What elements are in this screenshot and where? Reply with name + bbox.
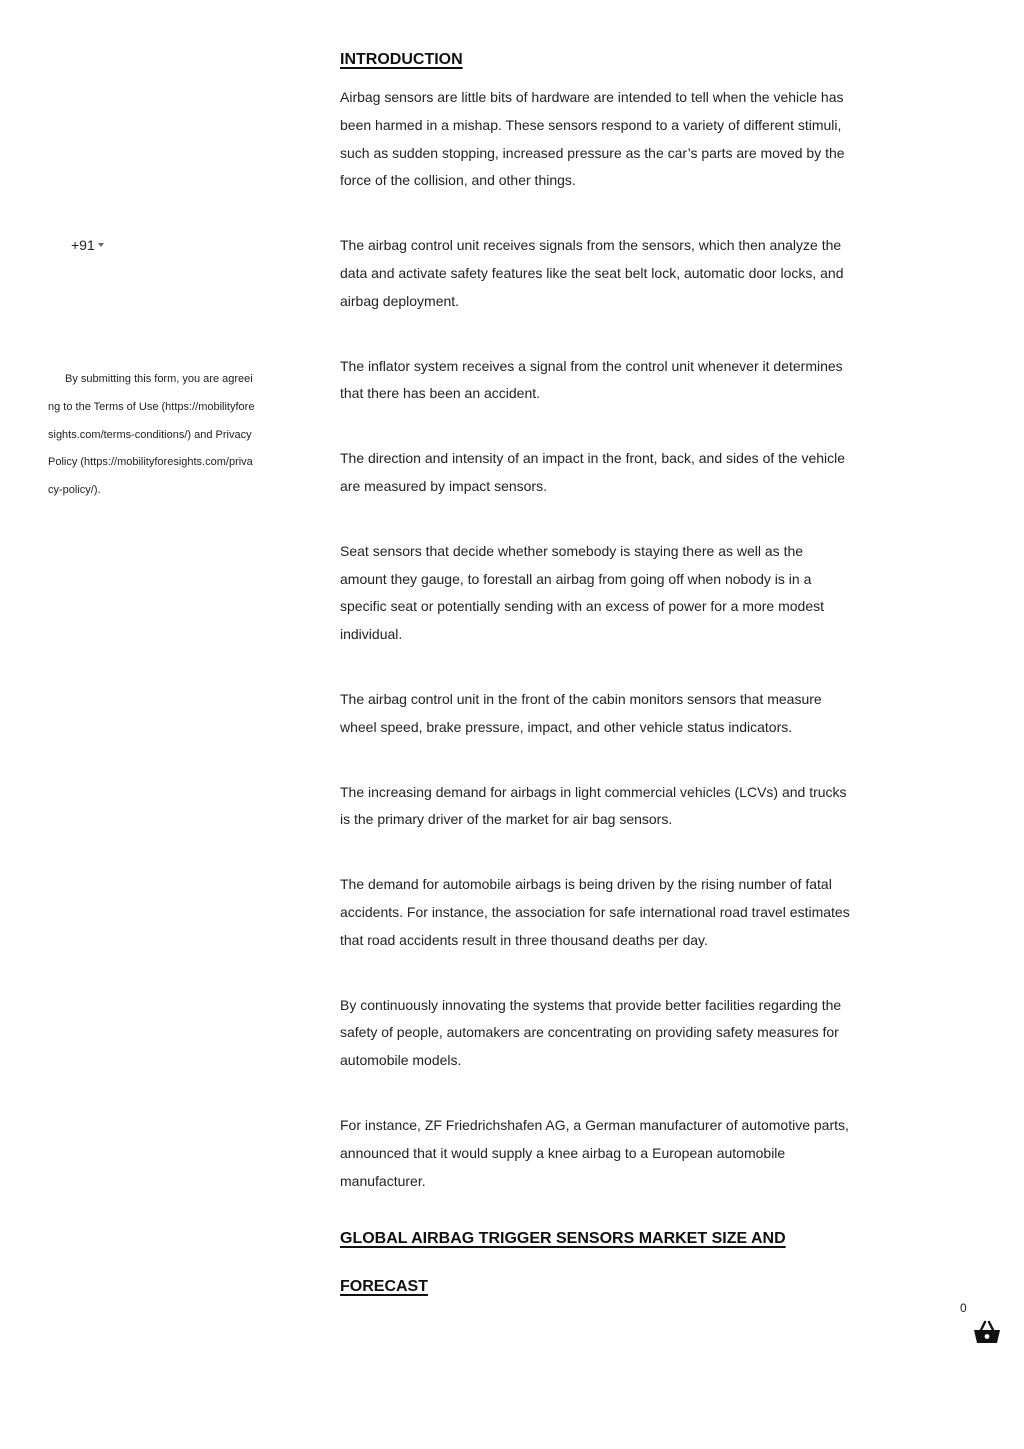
article-paragraph: Airbag sensors are little bits of hardware are intended to tell when the vehicle has been harmed in a mishap. These sensors respond to a variety of different stimuli, such as sudden stopping, increased pressure as the car’s parts are moved by the force of the collision, and other things. — [340, 89, 845, 189]
article-content — [340, 46, 850, 1311]
form-consent-text: By submitting this form, you are agreeing to the Terms of Use (https://mobilityforesights.com/terms-conditions/) and Privacy Policy (https://mobilityforesights.com/privacy-policy/). — [48, 373, 255, 497]
article-paragraph: By continuously innovating the systems that provide better facilities regarding the safety of people, automakers are concentrating on providing safety measures for automobile models. — [340, 996, 842, 1069]
article-paragraph: The airbag control unit in the front of the cabin monitors sensors that measure wheel speed, brake pressure, impact, and other vehicle status indicators. — [340, 690, 822, 735]
article-paragraph: The increasing demand for airbags in light commercial vehicles (LCVs) and trucks is the primary driver of the market for air bag sensors. — [340, 783, 847, 828]
article-paragraph: The demand for automobile airbags is being driven by the rising number of fatal accidents. For instance, the association for safe international road travel estimates that road accidents result in three thousand deaths per day. — [340, 876, 850, 948]
chevron-down-icon — [98, 243, 104, 247]
cart-count-badge: 0 — [960, 1301, 967, 1315]
article-paragraph: The inflator system receives a signal from the control unit whenever it determines that there has been an accident. — [340, 357, 843, 402]
article-paragraph: The direction and intensity of an impact in the front, back, and sides of the vehicle are measured by impact sensors. — [340, 450, 846, 494]
article-paragraph: For instance, ZF Friedrichshafen AG, a German manufacturer of automotive parts, announced that it would supply a knee airbag to a European automobile manufacturer. — [340, 1116, 849, 1189]
cart-button[interactable] — [960, 1298, 1020, 1358]
article-paragraph: Seat sensors that decide whether somebody is staying there as well as the amount they gauge, to forestall an airbag from going off when nobody is in a specific seat or potentially sending with an excess of power for a more modest individual. — [340, 542, 825, 643]
basket-icon — [973, 1320, 1001, 1349]
market-size-heading: GLOBAL AIRBAG TRIGGER SENSORS MARKET SIZE AND FORECAST — [340, 1230, 786, 1296]
country-code-select[interactable] — [71, 237, 104, 253]
introduction-heading: INTRODUCTION — [340, 51, 463, 68]
country-code-value: +91 — [71, 237, 95, 253]
article-paragraph: The airbag control unit receives signals from the sensors, which then analyze the data and activate safety features like the seat belt lock, automatic door locks, and airbag deployment. — [340, 237, 844, 309]
